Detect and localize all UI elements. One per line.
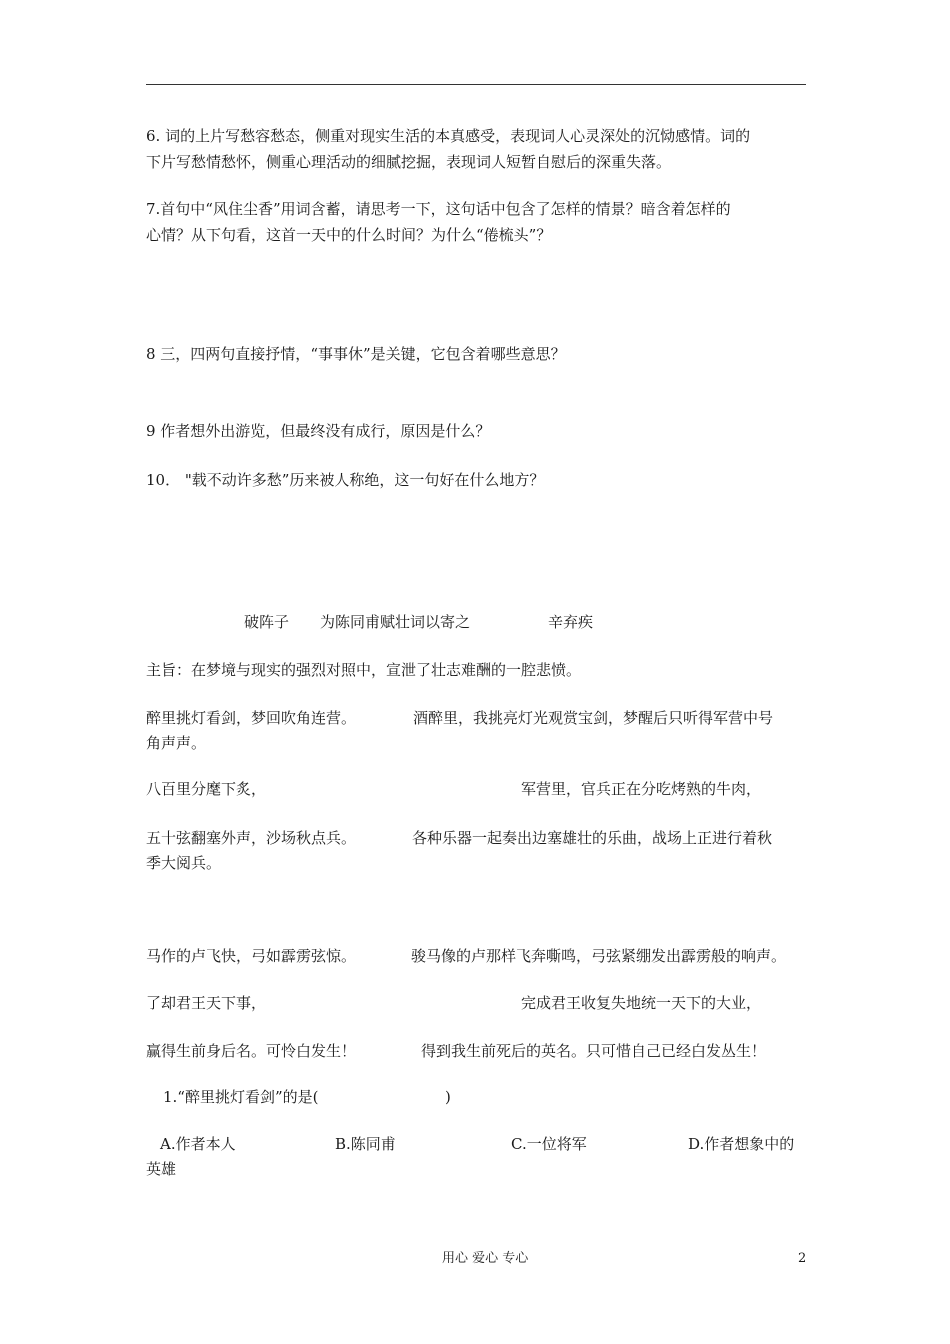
translation-1-cont: 角声声。 bbox=[146, 734, 207, 752]
translation-3: 各种乐器一起奏出边塞雄壮的乐曲，战场上正进行着秋 bbox=[412, 829, 773, 847]
q6-line2: 下片写愁情愁怀，侧重心理活动的细腻挖掘，表现词人短暂自慰后的深重失落。 bbox=[146, 153, 672, 171]
translation-3-cont: 季大阅兵。 bbox=[146, 854, 222, 872]
q9-text: 9 作者想外出游览，但最终没有成行，原因是什么？ bbox=[146, 422, 491, 440]
translation-4: 骏马像的卢那样飞奔嘶鸣，弓弦紧绷发出霹雳般的响声。 bbox=[411, 947, 787, 965]
poem-line-5: 了却君王天下事， bbox=[146, 994, 267, 1012]
poem-line-2: 八百里分麾下炙， bbox=[146, 780, 267, 798]
poem-line-4: 马作的卢飞快，弓如霹雳弦惊。 bbox=[146, 947, 357, 965]
poem-line-3: 五十弦翻塞外声，沙场秋点兵。 bbox=[146, 829, 357, 847]
mcq-option-d-cont: 英雄 bbox=[146, 1160, 177, 1178]
q6-line1: 6. 词的上片写愁容愁态，侧重对现实生活的本真感受，表现词人心灵深处的沉恸感情。词的 bbox=[146, 127, 751, 145]
page-number: 2 bbox=[798, 1251, 807, 1266]
poem-line-1: 醉里挑灯看剑，梦回吹角连营。 bbox=[146, 709, 357, 727]
translation-5: 完成君王收复失地统一天下的大业， bbox=[521, 994, 762, 1012]
q7-line2: 心情？从下句看，这首一天中的什么时间？为什么“倦梳头”？ bbox=[146, 226, 552, 244]
poem-theme: 主旨：在梦境与现实的强烈对照中，宣泄了壮志难酬的一腔悲愤。 bbox=[146, 661, 582, 679]
mcq-stem-prefix: 1.“醉里挑灯看剑”的是( bbox=[163, 1088, 319, 1106]
q8-text: 8 三，四两句直接抒情，“事事休”是关键，它包含着哪些意思？ bbox=[146, 345, 566, 363]
footer-motto: 用心 爱心 专心 bbox=[442, 1251, 529, 1266]
poem-subtitle: 为陈同甫赋壮词以寄之 bbox=[320, 613, 471, 631]
translation-1: 酒醉里，我挑亮灯光观赏宝剑，梦醒后只听得军营中号 bbox=[413, 709, 774, 727]
mcq-option-d: D.作者想象中的 bbox=[688, 1135, 795, 1153]
header-rule bbox=[146, 84, 806, 85]
poem-author: 辛弃疾 bbox=[548, 613, 594, 631]
poem-line-6: 赢得生前身后名。可怜白发生！ bbox=[146, 1042, 357, 1060]
poem-title: 破阵子 bbox=[244, 613, 290, 631]
mcq-option-c: C.一位将军 bbox=[511, 1135, 587, 1153]
translation-2: 军营里，官兵正在分吃烤熟的牛肉， bbox=[521, 780, 762, 798]
q10-text: 10． "载不动许多愁”历来被人称绝，这一句好在什么地方？ bbox=[146, 471, 545, 489]
mcq-option-a: A.作者本人 bbox=[160, 1135, 236, 1153]
mcq-option-b: B.陈同甫 bbox=[335, 1135, 396, 1153]
q7-line1: 7.首句中“风住尘香”用词含蓄，请思考一下，这句话中包含了怎样的情景？暗含着怎样的 bbox=[146, 200, 731, 218]
translation-6: 得到我生前死后的英名。只可惜自己已经白发丛生！ bbox=[421, 1042, 767, 1060]
mcq-stem-suffix: ) bbox=[445, 1088, 451, 1106]
